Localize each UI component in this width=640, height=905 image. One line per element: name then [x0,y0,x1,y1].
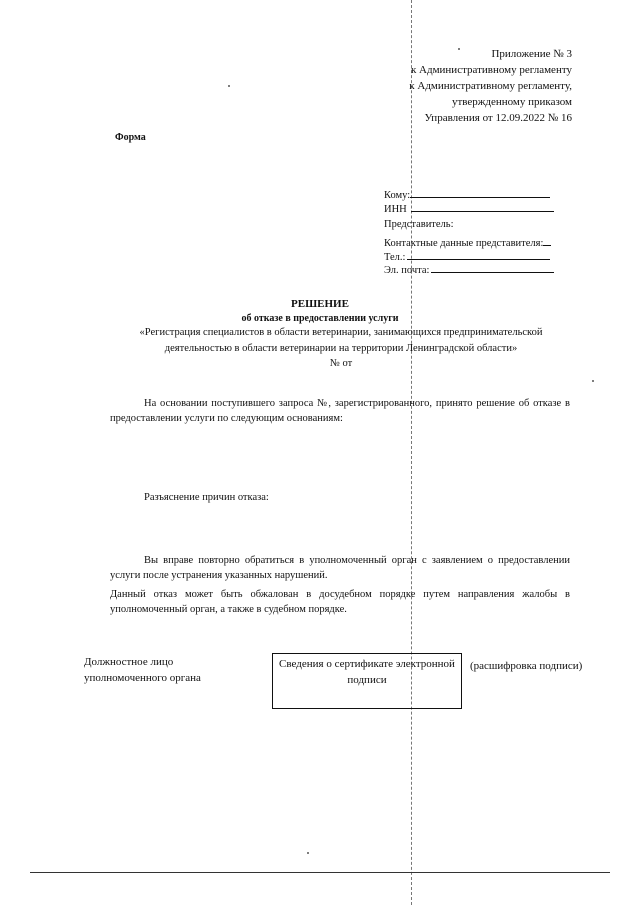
scan-dot [592,380,594,382]
approval-line-5: Управления от 12.09.2022 № 16 [424,112,572,124]
approval-line-1: Приложение № 3 [491,48,572,60]
cert-line-2: подписи [347,674,387,686]
rep-contacts-label: Контактные данные представителя: [384,238,544,249]
approval-line-4: утвержденному приказом [451,96,572,108]
signature-decode: (расшифровка подписи) [470,660,583,672]
form-label: Форма [115,132,146,143]
decision-subtitle: об отказе в предоставлении услуги [241,313,399,324]
rep-contacts-field[interactable] [543,236,551,246]
recipient-inn-label: ИНН [384,204,407,215]
official-line-2: уполномоченного органа [84,672,201,684]
bottom-rule [30,872,610,873]
approval-line-2: к Административному регламенту [410,64,572,76]
approval-line-3: к Административному регламенту, [409,80,572,92]
recipient-phone [384,250,550,263]
scan-dot [228,85,230,87]
decision-title: РЕШЕНИЕ [291,298,349,310]
cert-line-1: Сведения о сертификате электронной [279,658,455,670]
scan-dot [307,852,309,854]
phone-field[interactable] [407,250,550,260]
reapply-paragraph: Вы вправе повторно обратиться в уполномоченный орган с заявлением о предоставлении услуги после устранения указанных нарушений. [110,555,570,581]
email-label: Эл. почта: [384,265,430,276]
approval-block [409,46,572,126]
signature-certificate-box [272,653,462,709]
service-name [0,325,640,357]
basis-paragraph: На основании поступившего запроса №, зарегистрированного, принято решение об отказе в предоставлении услуги по следующим основаниям: [110,398,570,424]
official-block [84,654,201,686]
scan-dot [458,48,460,50]
explanation-label: Разъяснение причин отказа: [144,492,269,503]
recipient-to-label: Кому: [384,190,411,201]
recipient-inn [384,202,554,215]
appeal-paragraph: Данный отказ может быть обжалован в досудебном порядке путем направления жалобы в уполномоченный орган, а также в судебном порядке. [110,589,570,615]
recipient-to [384,188,550,201]
recipient-email [384,263,554,276]
official-line-1: Должностное лицо [84,656,174,668]
fold-line [411,0,412,905]
recipient-rep-contacts [384,236,551,249]
email-field[interactable] [431,263,554,273]
recipient-inn-field[interactable] [411,202,554,212]
service-line-2: деятельностью в области ветеринарии на территории Ленинградской области» [164,343,518,354]
service-line-1: «Регистрация специалистов в области ветеринарии, занимающихся предпринимательской [139,327,543,338]
recipient-to-field[interactable] [410,188,550,198]
phone-label: Тел.: [384,252,406,263]
recipient-representative: Представитель: [384,219,454,230]
decision-number: № от [329,358,353,369]
